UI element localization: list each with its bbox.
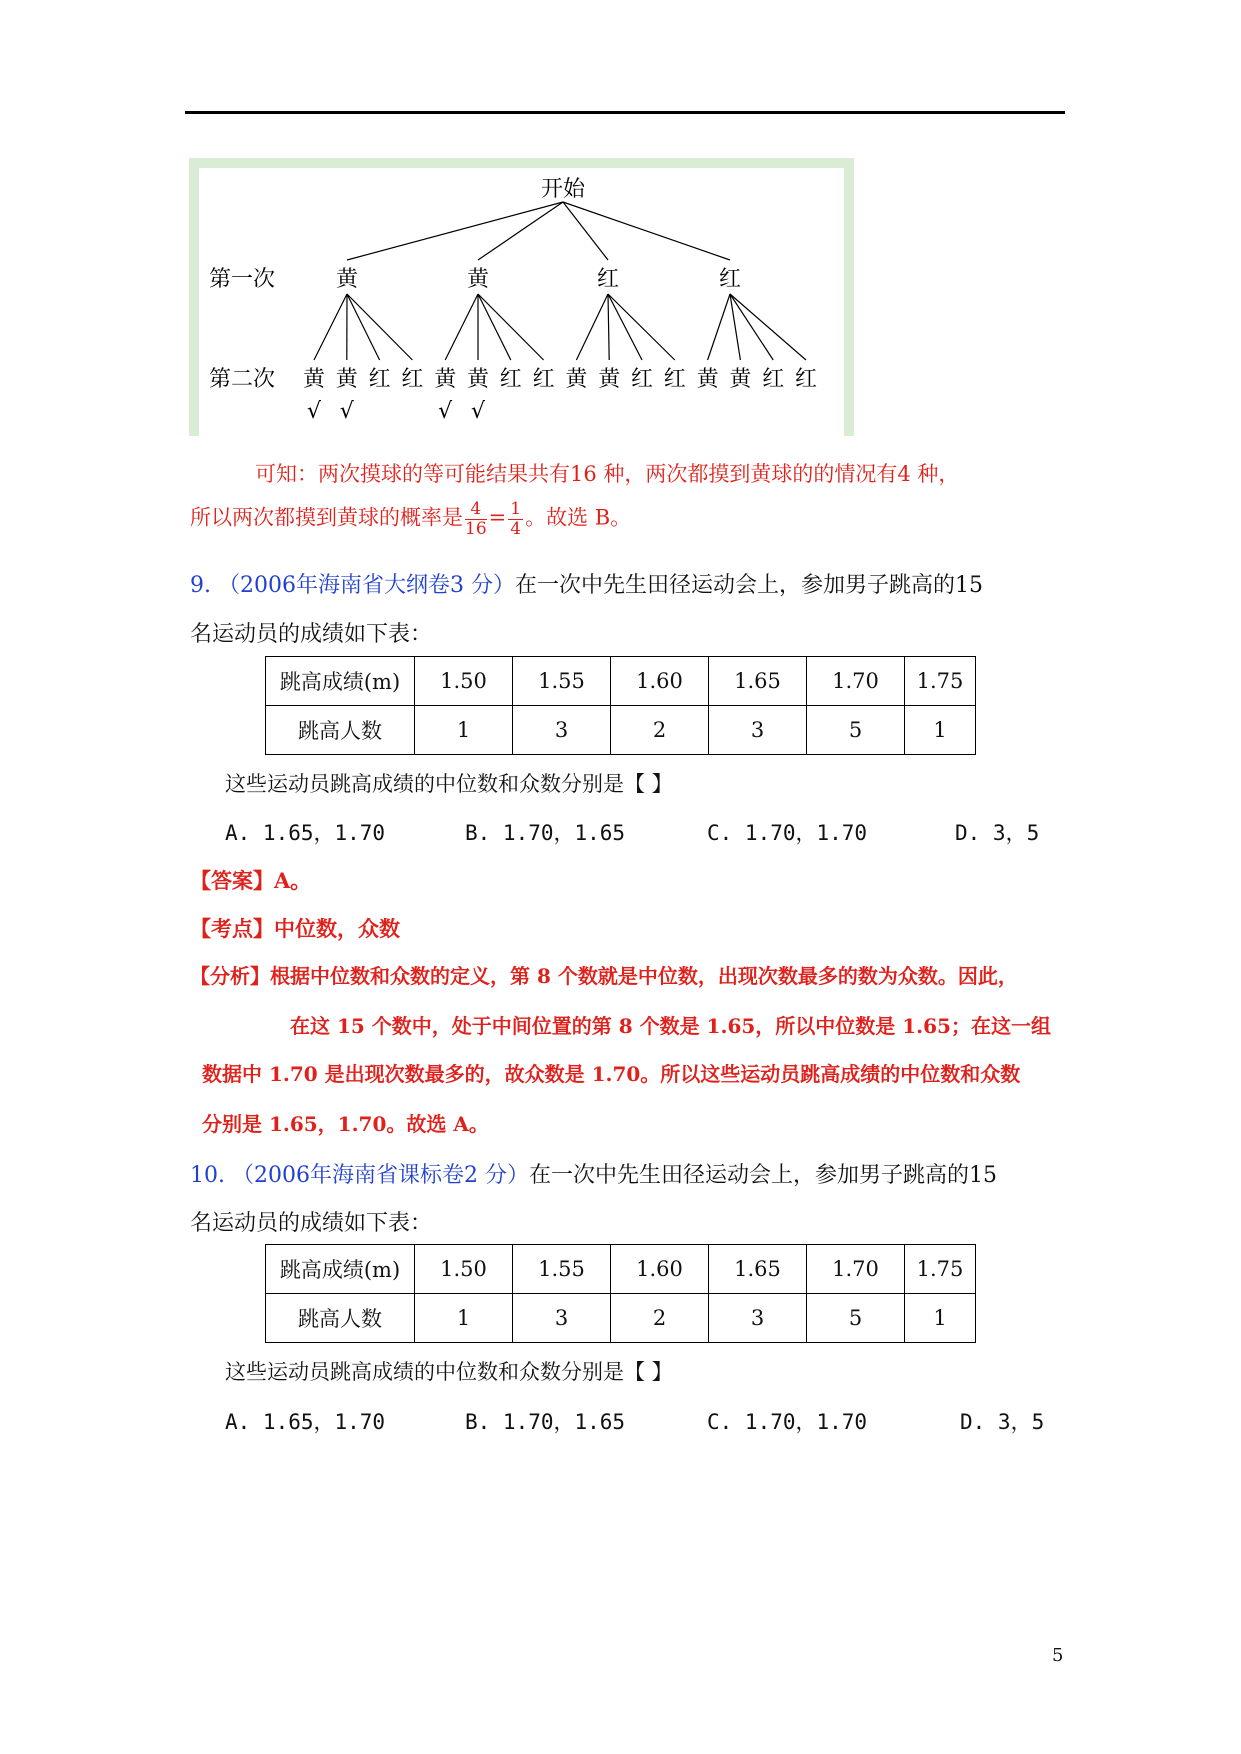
check-mark: √ — [306, 399, 322, 424]
tree-node-second: 黄 — [598, 367, 621, 392]
q9-kaodian — [190, 913, 400, 943]
tree-node-second: 黄 — [466, 367, 490, 392]
table-cell: 1.60 — [611, 1245, 709, 1294]
q9-stem-line1 — [190, 568, 983, 599]
tree-node-second: 红 — [368, 367, 391, 392]
check-mark: √ — [339, 399, 354, 424]
tree-branch — [347, 294, 412, 360]
table-header-score: 跳高成绩(m) — [266, 1245, 415, 1294]
frac2-den: 4 — [510, 518, 522, 539]
table-cell: 1 — [905, 706, 976, 755]
q10-number: 10. — [190, 1163, 225, 1188]
tree-svg — [199, 168, 844, 436]
table-cell: 1.60 — [611, 657, 709, 706]
tree-branch — [608, 294, 609, 360]
equals-sign: = — [488, 505, 507, 530]
table-cell: 2 — [611, 706, 709, 755]
tree-node-second: 红 — [762, 367, 785, 392]
option-c: C. 1.70，1.70 — [707, 1410, 868, 1434]
tree-node-second: 红 — [532, 367, 555, 392]
tree-branch — [314, 294, 347, 360]
tree-branch — [563, 202, 730, 260]
header-rule — [185, 111, 1065, 114]
fenxi-text1: 根据中位数和众数的定义，第 8 个数就是中位数，出现次数最多的数为众数。因此， — [270, 964, 1018, 988]
table-cell: 3 — [513, 1294, 611, 1343]
q9-stem-line2: 名运动员的成绩如下表： — [190, 622, 433, 647]
q10-stem1: 在一次中先生田径运动会上，参加男子跳高的15 — [528, 1163, 997, 1188]
fenxi-tag: 【分析】 — [190, 964, 270, 988]
q9-fenxi-line1 — [190, 960, 1018, 989]
q9-number: 9. — [190, 573, 211, 598]
table-cell: 3 — [513, 706, 611, 755]
table-cell: 1.50 — [415, 657, 513, 706]
q9-score-table — [265, 656, 976, 755]
explain-line1: 可知：两次摸球的等可能结果共有16 种，两次都摸到黄球的的情况有4 种， — [255, 462, 960, 486]
tree-node-second: 红 — [401, 367, 424, 392]
table-cell: 3 — [709, 1294, 807, 1343]
table-cell: 1.65 — [709, 1245, 807, 1294]
q10-stem-line2: 名运动员的成绩如下表： — [190, 1211, 433, 1236]
option-b: B. 1.70，1.65 — [465, 821, 626, 845]
table-cell: 1.55 — [513, 1245, 611, 1294]
tree-branch — [563, 202, 608, 260]
q10-source: （2006年海南省课标卷2 分） — [232, 1163, 529, 1188]
table-cell: 1.55 — [513, 657, 611, 706]
check-mark: √ — [470, 399, 486, 424]
q9-source: （2006年海南省大纲卷3 分） — [218, 573, 515, 598]
table-cell: 1.75 — [905, 1245, 976, 1294]
frac1-den: 16 — [465, 518, 487, 539]
table-cell: 1 — [415, 1294, 513, 1343]
table-row — [266, 706, 976, 755]
tree-branch — [478, 294, 511, 360]
tree-branch — [608, 294, 642, 360]
q9-fenxi-line4: 分别是 1.65，1.70。故选 A。 — [202, 1112, 489, 1136]
q10-score-table — [265, 1244, 976, 1343]
tree-node-second: 红 — [630, 367, 654, 392]
q10-stem-line1 — [190, 1158, 997, 1189]
tree-node-second: 黄 — [434, 367, 457, 392]
tree-node-second: 红 — [794, 367, 818, 392]
tree-root: 开始 — [540, 177, 586, 202]
kaodian-tag: 【考点】 — [190, 916, 274, 941]
tree-node-second: 黄 — [696, 367, 719, 392]
q9-answer — [190, 865, 311, 895]
tree-branch — [730, 294, 806, 360]
frac1-num: 4 — [465, 500, 487, 520]
tree-branch — [576, 294, 608, 360]
tree-node-first: 红 — [596, 267, 620, 292]
tree-branch — [730, 294, 740, 360]
tree-level1-label: 第一次 — [208, 267, 276, 292]
tree-diagram — [199, 168, 844, 436]
check-mark: √ — [438, 399, 453, 424]
table-cell: 1.65 — [709, 657, 807, 706]
q9-fenxi-line2: 在这 15 个数中，处于中间位置的第 8 个数是 1.65，所以中位数是 1.65；在这一组 — [290, 1014, 1051, 1038]
option-a: A. 1.65，1.70 — [225, 821, 386, 845]
q10-question: 这些运动员跳高成绩的中位数和众数分别是【 】 — [225, 1360, 673, 1384]
tree-node-second: 黄 — [335, 367, 358, 392]
table-cell: 5 — [807, 706, 905, 755]
tree-branch — [708, 294, 730, 360]
q9-stem1: 在一次中先生田径运动会上，参加男子跳高的15 — [514, 573, 983, 598]
tree-node-first: 黄 — [466, 267, 490, 292]
explain-line2 — [190, 500, 631, 538]
explain-line2-post: 。故选 B。 — [525, 505, 632, 530]
frac2-num: 1 — [510, 499, 522, 519]
table-cell: 2 — [611, 1294, 709, 1343]
explain-line2-pre: 所以两次都摸到黄球的概率是 — [190, 505, 463, 530]
tree-node-second: 红 — [499, 367, 522, 392]
answer-tag: 【答案】 — [190, 868, 274, 893]
q9-fenxi-line3: 数据中 1.70 是出现次数最多的，故众数是 1.70。所以这些运动员跳高成绩的中位数和众数 — [202, 1062, 1021, 1086]
table-row — [266, 1294, 976, 1343]
fraction-1-4 — [508, 500, 523, 538]
tree-branch — [730, 294, 773, 360]
table-row — [266, 1245, 976, 1294]
option-c: C. 1.70，1.70 — [707, 821, 868, 845]
option-a: A. 1.65，1.70 — [225, 1410, 386, 1434]
kaodian-text: 中位数，众数 — [274, 916, 400, 941]
tree-branch — [445, 294, 478, 360]
tree-node-first: 黄 — [335, 267, 359, 292]
table-cell: 1 — [415, 706, 513, 755]
tree-node-second: 黄 — [565, 367, 588, 392]
table-cell: 1.50 — [415, 1245, 513, 1294]
table-header-count: 跳高人数 — [266, 706, 415, 755]
tree-branch — [608, 294, 675, 360]
option-d: D. 3，5 — [960, 1410, 1045, 1434]
table-header-score: 跳高成绩(m) — [266, 657, 415, 706]
page-number: 5 — [1052, 1645, 1064, 1666]
answer-text: A。 — [274, 868, 312, 893]
fraction-4-16 — [465, 500, 487, 538]
q9-question: 这些运动员跳高成绩的中位数和众数分别是【 】 — [225, 772, 673, 796]
table-cell: 3 — [709, 706, 807, 755]
tree-branch — [347, 294, 380, 360]
tree-node-first: 红 — [718, 267, 742, 292]
option-d: D. 3，5 — [955, 821, 1040, 845]
table-cell: 1 — [905, 1294, 976, 1343]
tree-branch — [478, 202, 563, 260]
option-b: B. 1.70，1.65 — [465, 1410, 626, 1434]
table-cell: 5 — [807, 1294, 905, 1343]
tree-diagram-frame — [189, 158, 854, 436]
table-cell: 1.75 — [905, 657, 976, 706]
table-header-count: 跳高人数 — [266, 1294, 415, 1343]
tree-branch — [347, 202, 563, 260]
tree-node-second: 黄 — [729, 367, 752, 392]
table-row — [266, 657, 976, 706]
tree-node-second: 红 — [663, 367, 686, 392]
tree-branch — [478, 294, 544, 360]
tree-node-second: 黄 — [302, 367, 326, 392]
table-cell: 1.70 — [807, 1245, 905, 1294]
tree-level2-label: 第二次 — [208, 367, 276, 392]
table-cell: 1.70 — [807, 657, 905, 706]
